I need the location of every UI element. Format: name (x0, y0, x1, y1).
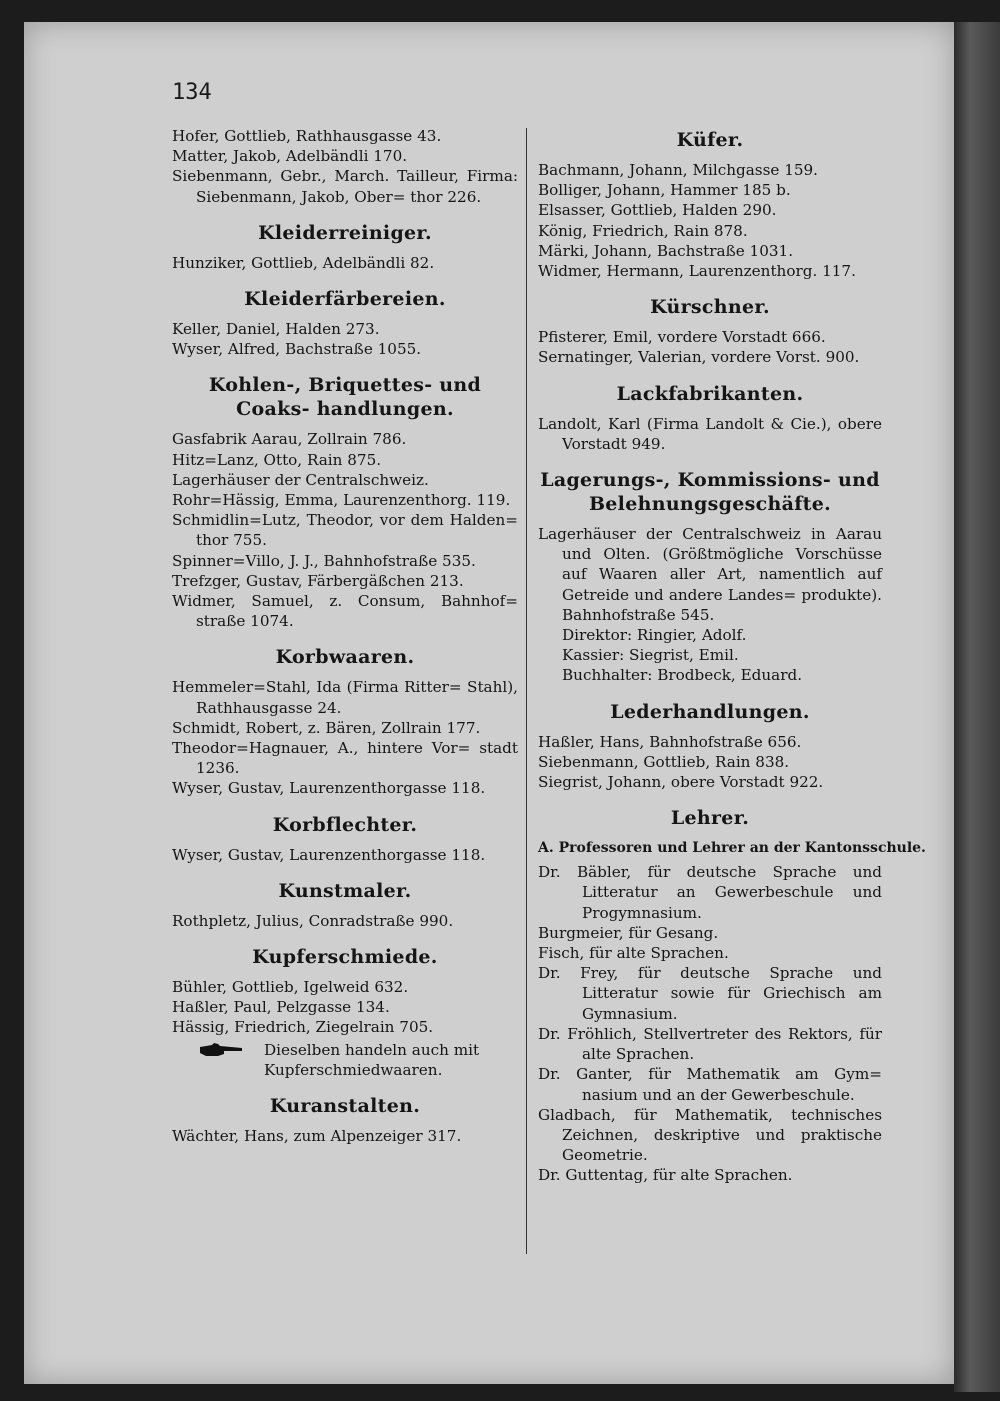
list-item: Dr. Ganter, für Mathematik am Gym= nasium und an der Gewerbeschule. (538, 1065, 882, 1104)
list-item: Gasfabrik Aarau, Zollrain 786. (172, 430, 407, 449)
section-heading: Kohlen-, Briquettes- und Coaks- handlungen. (208, 374, 482, 421)
section-heading: Kuranstalten. (269, 1095, 421, 1118)
note-text: Dieselben handeln auch mit Kupferschmiedwaaren. (264, 1040, 480, 1079)
note (172, 1040, 518, 1080)
page-edge-shadow (954, 22, 1000, 1392)
list-item: Wyser, Alfred, Bachstraße 1055. (172, 340, 422, 359)
list-item: Buchhalter: Brodbeck, Eduard. (562, 666, 803, 685)
list-item: Schmidt, Robert, z. Bären, Zollrain 177. (172, 718, 481, 737)
section-heading: Korbwaaren. (275, 646, 415, 669)
section-subheading: A. Professoren und Lehrer an der Kantonsschule. (538, 840, 926, 857)
list-item: Bolliger, Johann, Hammer 185 b. (538, 181, 791, 200)
list-item: Schmidlin=Lutz, Theodor, vor dem Halden= thor 755. (172, 511, 518, 550)
list-item: Spinner=Villo, J. J., Bahnhofstraße 535. (172, 551, 476, 570)
section-heading: Küfer. (676, 129, 744, 151)
section-heading: Lehrer. (670, 807, 750, 830)
list-item: Widmer, Hermann, Laurenzenthorg. 117. (538, 262, 856, 281)
list-item: Keller, Daniel, Halden 273. (172, 320, 380, 339)
list-item: Rohr=Hässig, Emma, Laurenzenthorg. 119. (172, 491, 511, 510)
list-item: Siebenmann, Gottlieb, Rain 838. (538, 752, 790, 771)
page-number: 134 (172, 80, 212, 105)
list-item: Wyser, Gustav, Laurenzenthorgasse 118. (172, 779, 486, 798)
list-item: Märki, Johann, Bachstraße 1031. (538, 241, 794, 260)
list-item: Hofer, Gottlieb, Rathhausgasse 43. (172, 127, 442, 145)
list-item: Kassier: Siegrist, Emil. (562, 646, 739, 665)
section-heading: Lackfabrikanten. (616, 382, 804, 405)
section-heading: Kürschner. (650, 296, 770, 319)
list-item: Hitz=Lanz, Otto, Rain 875. (172, 450, 382, 469)
list-item: Dr. Guttentag, für alte Sprachen. (538, 1166, 793, 1185)
list-item: Matter, Jakob, Adelbändli 170. (172, 147, 408, 166)
list-item: Dr. Fröhlich, Stellvertreter des Rektors, für alte Sprachen. (538, 1024, 882, 1064)
section-heading: Kleiderreiniger. (258, 221, 432, 244)
list-item: Haßler, Paul, Pelzgasse 134. (172, 998, 390, 1017)
list-item: Haßler, Hans, Bahnhofstraße 656. (538, 732, 802, 751)
list-item: Sernatinger, Valerian, vordere Vorst. 900. (538, 348, 860, 367)
list-item: Wyser, Gustav, Laurenzenthorgasse 118. (172, 845, 486, 864)
list-item: Gladbach, für Mathematik, technisches Zeichnen, deskriptive und praktische Geometrie. (538, 1105, 882, 1165)
right-column (538, 126, 926, 1186)
section-heading: Kleiderfärbereien. (244, 288, 446, 311)
list-item: König, Friedrich, Rain 878. (538, 221, 748, 240)
section-heading: Kunstmaler. (278, 879, 412, 902)
list-item: Lagerhäuser der Centralschweiz in Aarau und Olten. (Größtmögliche Vorschüsse auf Waaren aller Art, namentlich auf Getreide und andere Landes= produkte). Bahnhofstraße 545. (538, 525, 882, 624)
list-item: Dr. Frey, für deutsche Sprache und Litteratur sowie für Griechisch am Gymnasium. (538, 964, 882, 1023)
list-item: Dr. Bäbler, für deutsche Sprache und Litteratur an Gewerbeschule und Progymnasium. (538, 863, 882, 922)
list-item: Bühler, Gottlieb, Igelweid 632. (172, 978, 409, 997)
list-item: Elsasser, Gottlieb, Halden 290. (538, 201, 777, 220)
list-item: Landolt, Karl (Firma Landolt & Cie.), obere Vorstadt 949. (538, 414, 882, 453)
list-item: Theodor=Hagnauer, A., hintere Vor= stadt 1236. (172, 739, 518, 778)
left-column (172, 126, 518, 1146)
list-item: Siegrist, Johann, obere Vorstadt 922. (538, 773, 824, 792)
section-heading: Lederhandlungen. (610, 700, 810, 723)
section-heading: Kupferschmiede. (252, 946, 438, 969)
list-item: Hemmeler=Stahl, Ida (Firma Ritter= Stahl), Rathhausgasse 24. (172, 678, 518, 717)
list-item: Wächter, Hans, zum Alpenzeiger 317. (172, 1127, 462, 1146)
list-item: Hässig, Friedrich, Ziegelrain 705. (172, 1018, 434, 1037)
list-item: Hunziker, Gottlieb, Adelbändli 82. (172, 253, 435, 272)
section-heading: Lagerungs-, Kommissions- und Belehnungsgeschäfte. (540, 469, 880, 516)
list-item: Direktor: Ringier, Adolf. (562, 626, 747, 645)
pointing-hand-icon (198, 1042, 244, 1058)
list-item: Widmer, Samuel, z. Consum, Bahnhof= straße 1074. (172, 592, 518, 631)
list-item: Burgmeier, für Gesang. (538, 923, 719, 942)
list-item: Rothpletz, Julius, Conradstraße 990. (172, 911, 454, 930)
list-item: Pfisterer, Emil, vordere Vorstadt 666. (538, 328, 826, 347)
list-item: Siebenmann, Gebr., March. Tailleur, Firma: Siebenmann, Jakob, Ober= thor 226. (172, 167, 518, 206)
list-item: Trefzger, Gustav, Färbergäßchen 213. (172, 571, 464, 590)
section-heading: Korbflechter. (272, 813, 418, 836)
column-divider (526, 128, 527, 1254)
list-item: Fisch, für alte Sprachen. (538, 944, 729, 963)
list-item: Bachmann, Johann, Milchgasse 159. (538, 161, 819, 179)
list-item: Lagerhäuser der Centralschweiz. (172, 470, 429, 489)
